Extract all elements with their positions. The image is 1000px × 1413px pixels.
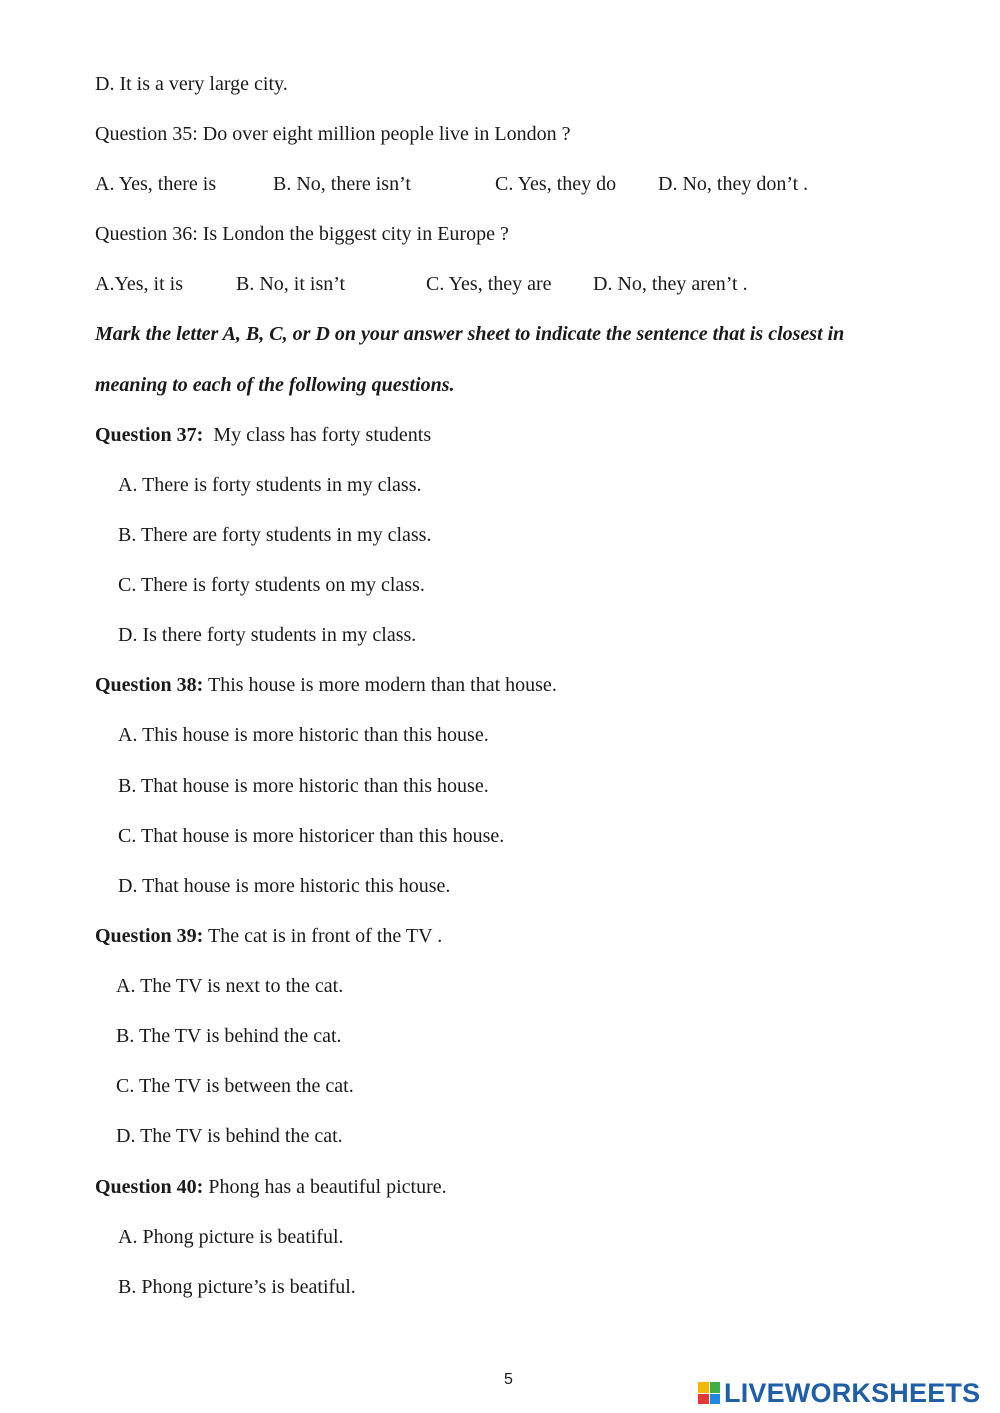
q40-question bbox=[95, 1175, 447, 1199]
q39-text: The cat is in front of the TV . bbox=[207, 925, 443, 947]
q37-option-d: D. Is there forty students in my class. bbox=[118, 624, 417, 646]
q40-option-b: B. Phong picture’s is beatiful. bbox=[118, 1276, 356, 1298]
q37-text: My class has forty students bbox=[213, 424, 432, 446]
q39-question bbox=[95, 924, 442, 948]
q39-option-d: D. The TV is behind the cat. bbox=[116, 1125, 343, 1147]
q37-option-a: A. There is forty students in my class. bbox=[118, 474, 422, 496]
q36-question: Question 36: Is London the biggest city in Europe ? bbox=[95, 223, 509, 245]
q36-option-b: B. No, it isn’t bbox=[236, 273, 346, 295]
q39-option-a: A. The TV is next to the cat. bbox=[116, 975, 344, 997]
q37-question bbox=[95, 423, 431, 447]
q35-option-c: C. Yes, they do bbox=[495, 173, 617, 195]
q38-option-b: B. That house is more historic than this house. bbox=[118, 775, 489, 797]
q37-option-b: B. There are forty students in my class. bbox=[118, 524, 432, 546]
q35-question: Question 35: Do over eight million people live in London ? bbox=[95, 123, 571, 145]
q38-option-c: C. That house is more historicer than this house. bbox=[118, 825, 505, 847]
q38-text: This house is more modern than that house. bbox=[207, 674, 557, 696]
q39-label: Question 39: bbox=[95, 925, 204, 947]
q35-option-b: B. No, there isn’t bbox=[273, 173, 411, 195]
q36-option-a: A.Yes, it is bbox=[95, 273, 183, 295]
q38-question bbox=[95, 673, 557, 697]
q40-label: Question 40: bbox=[95, 1176, 204, 1198]
q38-label: Question 38: bbox=[95, 674, 204, 696]
brand-name: LIVEWORKSHEETS bbox=[724, 1377, 981, 1408]
page-number: 5 bbox=[504, 1371, 513, 1388]
q34-option-d: D. It is a very large city. bbox=[95, 73, 288, 95]
q39-option-b: B. The TV is behind the cat. bbox=[116, 1025, 342, 1047]
liveworksheets-brand bbox=[698, 1378, 980, 1408]
q37-label: Question 37: bbox=[95, 424, 204, 446]
q35-option-a: A. Yes, there is bbox=[95, 173, 217, 195]
section-instruction-line-2: meaning to each of the following questions. bbox=[95, 374, 455, 396]
q35-option-d: D. No, they don’t . bbox=[658, 173, 809, 195]
liveworksheets-logo-icon bbox=[698, 1382, 720, 1404]
q36-option-c: C. Yes, they are bbox=[426, 273, 552, 295]
q38-option-d: D. That house is more historic this house. bbox=[118, 875, 451, 897]
q37-option-c: C. There is forty students on my class. bbox=[118, 574, 425, 596]
q38-option-a: A. This house is more historic than this house. bbox=[118, 724, 489, 746]
section-instruction-line-1: Mark the letter A, B, C, or D on your answer sheet to indicate the sentence that is closest in bbox=[95, 323, 845, 345]
q40-text: Phong has a beautiful picture. bbox=[208, 1176, 447, 1198]
q36-option-d: D. No, they aren’t . bbox=[593, 273, 748, 295]
q40-option-a: A. Phong picture is beatiful. bbox=[118, 1226, 344, 1248]
q39-option-c: C. The TV is between the cat. bbox=[116, 1075, 354, 1097]
